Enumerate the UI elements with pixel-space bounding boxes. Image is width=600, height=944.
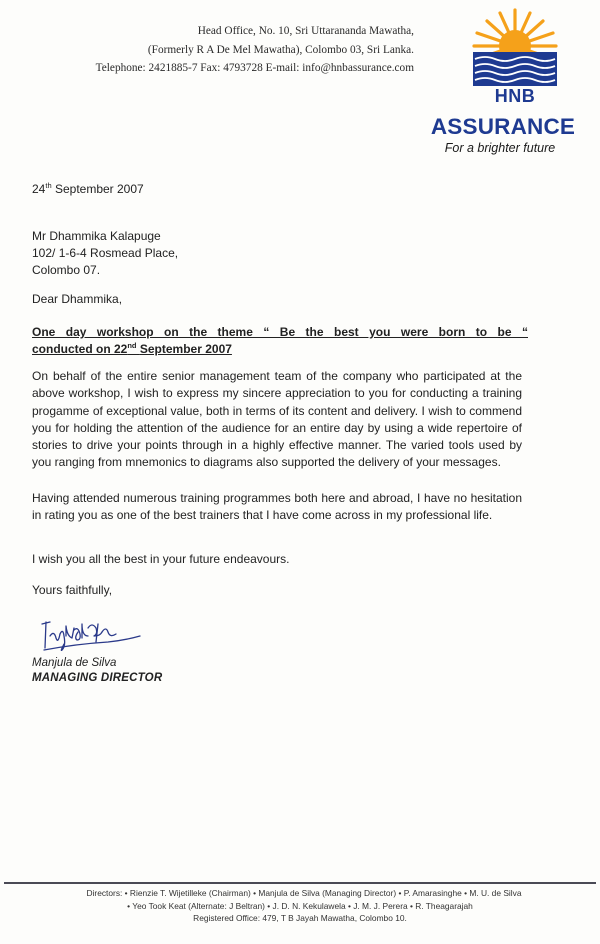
recipient-name: Mr Dhammika Kalapuge [32,229,161,243]
registered-office: Registered Office: 479, T B Jayah Mawatha, Colombo 10. [193,913,407,923]
subject-line-1: One day workshop on the theme “ Be the best you were born to be “ [32,325,528,339]
directors-line-2: • Yeo Took Keat (Alternate: J Beltran) • J. D. N. Kekulawela • J. M. J. Perera • R. Theagarajah [127,900,473,911]
recipient-address [32,228,178,279]
subject-line-2-pre: conducted on 22 [32,342,128,356]
address-line-1: Head Office, No. 10, Sri Uttarananda Mawatha, [197,25,414,37]
closing: Yours faithfully, [32,583,113,597]
recipient-city: Colombo 07. [32,263,101,277]
body-paragraph-3: I wish you all the best in your future endeavours. [32,552,290,566]
body-paragraph-2: Having attended numerous training programmes both here and abroad, I have no hesitation in rating you as one of the best trainers that I have come across in my professional life. [32,491,522,523]
signature-icon [36,614,146,660]
subject-line [32,324,528,358]
body-paragraph-1: On behalf of the entire senior management team of the company who participated at the above workshop, I wish to express my sincere appreciation to you for conducting a training progamme of exceptional value, both in terms of its content and delivery. I wish to commend you for holding the attention of the audience for an entire day by using a wide repertoire of stories to drive your points through in a highly effective manner. The varied tools used by you ranging from mnemonics to diagrams also supported the delivery of your messages. [32,369,522,470]
signer-title: MANAGING DIRECTOR [32,672,163,684]
subject-line-2-post: September 2007 [139,342,232,356]
date-suffix: th [45,181,52,190]
footer-directors [0,887,600,925]
recipient-street: 102/ 1-6-4 Rosmead Place, [32,246,179,260]
contact-line: Telephone: 2421885-7 Fax: 4793728 E-mail: info@hnbassurance.com [95,62,414,74]
logo-tagline: For a brighter future [444,141,556,155]
subject-line-2-sup: nd [127,341,137,350]
directors-line-1: Directors: • Rienzie T. Wijetilleke (Chairman) • Manjula de Silva (Managing Director) • P. Amarasinghe • M. U. de Silva [86,888,522,898]
date-day: 24 [32,182,46,196]
signer-name: Manjula de Silva [32,657,117,669]
letter-date [32,182,144,196]
signer-block [32,656,162,686]
logo-assurance-text: ASSURANCE [430,114,576,139]
date-rest: September 2007 [54,182,144,196]
logo-hnb-text: HNB [494,86,536,106]
salutation: Dear Dhammika, [32,292,123,306]
subject-line-2 [32,341,528,358]
head-office-address [96,22,414,78]
footer-divider [4,882,596,884]
address-line-2: (Formerly R A De Mel Mawatha), Colombo 03, Sri Lanka. [147,43,414,56]
